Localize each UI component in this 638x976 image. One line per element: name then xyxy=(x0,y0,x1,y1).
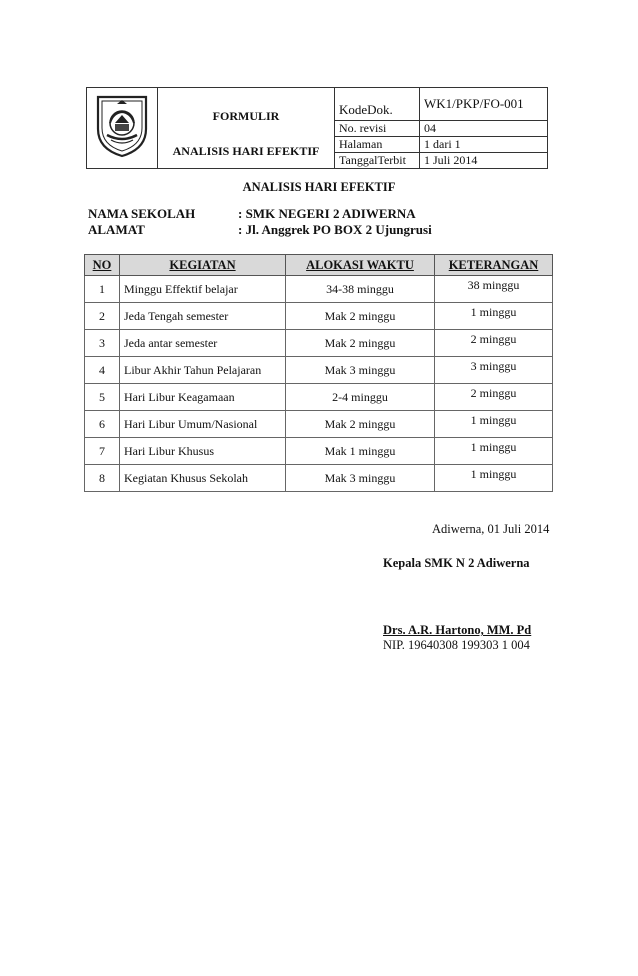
place-date: Adiwerna, 01 Juli 2014 xyxy=(432,522,550,536)
table-row xyxy=(85,438,553,465)
address-label: ALAMAT xyxy=(88,222,145,237)
logo-cell xyxy=(87,88,158,169)
cell-keterangan: 1 minggu xyxy=(435,411,553,438)
cell-keterangan: 1 minggu xyxy=(435,303,553,330)
cell-kegiatan: Hari Libur Khusus xyxy=(120,438,286,465)
document-header xyxy=(86,87,548,169)
table-row xyxy=(85,276,553,303)
cell-alokasi: Mak 2 minggu xyxy=(286,303,435,330)
cell-no: 2 xyxy=(85,303,120,330)
document-title: ANALISIS HARI EFEKTIF xyxy=(242,180,396,194)
cell-kegiatan: Kegiatan Khusus Sekolah xyxy=(120,465,286,492)
cell-alokasi: Mak 2 minggu xyxy=(286,330,435,357)
form-label: FORMULIR xyxy=(212,109,280,123)
table-row xyxy=(85,303,553,330)
cell-kegiatan: Minggu Effektif belajar xyxy=(120,276,286,303)
signer-name: Drs. A.R. Hartono, MM. Pd xyxy=(383,623,532,637)
table-row xyxy=(85,465,553,492)
cell-alokasi: Mak 3 minggu xyxy=(286,357,435,384)
cell-keterangan: 2 minggu xyxy=(435,330,553,357)
table-row xyxy=(85,330,553,357)
header-value-halaman: 1 dari 1 xyxy=(420,137,548,153)
header-key-halaman: Halaman xyxy=(335,137,420,153)
cell-kegiatan: Hari Libur Umum/Nasional xyxy=(120,411,286,438)
cell-keterangan: 1 minggu xyxy=(435,465,553,492)
cell-no: 3 xyxy=(85,330,120,357)
form-title: ANALISIS HARI EFEKTIF xyxy=(172,144,320,158)
cell-keterangan: 1 minggu xyxy=(435,438,553,465)
signer-nip: NIP. 19640308 199303 1 004 xyxy=(383,638,530,652)
cell-keterangan: 38 minggu xyxy=(435,276,553,303)
cell-no: 5 xyxy=(85,384,120,411)
regional-crest-icon xyxy=(93,93,151,159)
header-key-revisi: No. revisi xyxy=(335,121,420,137)
cell-kegiatan: Jeda antar semester xyxy=(120,330,286,357)
col-header-no: NO xyxy=(85,255,120,276)
signer-position: Kepala SMK N 2 Adiwerna xyxy=(383,556,530,570)
cell-kegiatan: Jeda Tengah semester xyxy=(120,303,286,330)
cell-keterangan: 3 minggu xyxy=(435,357,553,384)
cell-alokasi: Mak 2 minggu xyxy=(286,411,435,438)
cell-alokasi: 34-38 minggu xyxy=(286,276,435,303)
table-header-row xyxy=(85,255,553,276)
cell-kegiatan: Libur Akhir Tahun Pelajaran xyxy=(120,357,286,384)
cell-no: 8 xyxy=(85,465,120,492)
cell-no: 1 xyxy=(85,276,120,303)
effective-days-table xyxy=(84,254,553,492)
school-value: : SMK NEGERI 2 ADIWERNA xyxy=(238,206,416,221)
table-row xyxy=(85,384,553,411)
form-title-cell xyxy=(158,88,335,169)
school-label: NAMA SEKOLAH xyxy=(88,206,196,221)
cell-kegiatan: Hari Libur Keagamaan xyxy=(120,384,286,411)
col-header-keterangan: KETERANGAN xyxy=(435,255,553,276)
address-value: : Jl. Anggrek PO BOX 2 Ujungrusi xyxy=(238,222,432,237)
header-value-kodedok: WK1/PKP/FO-001 xyxy=(420,88,548,121)
header-value-tanggal: 1 Juli 2014 xyxy=(420,153,548,169)
cell-no: 4 xyxy=(85,357,120,384)
table-row xyxy=(85,411,553,438)
cell-keterangan: 2 minggu xyxy=(435,384,553,411)
cell-alokasi: Mak 3 minggu xyxy=(286,465,435,492)
header-key-tanggal: TanggalTerbit xyxy=(335,153,420,169)
header-value-revisi: 04 xyxy=(420,121,548,137)
table-row xyxy=(85,357,553,384)
cell-no: 7 xyxy=(85,438,120,465)
cell-alokasi: Mak 1 minggu xyxy=(286,438,435,465)
cell-alokasi: 2-4 minggu xyxy=(286,384,435,411)
header-key-kodedok: KodeDok. xyxy=(335,88,420,121)
cell-no: 6 xyxy=(85,411,120,438)
col-header-alokasi: ALOKASI WAKTU xyxy=(286,255,435,276)
col-header-kegiatan: KEGIATAN xyxy=(120,255,286,276)
